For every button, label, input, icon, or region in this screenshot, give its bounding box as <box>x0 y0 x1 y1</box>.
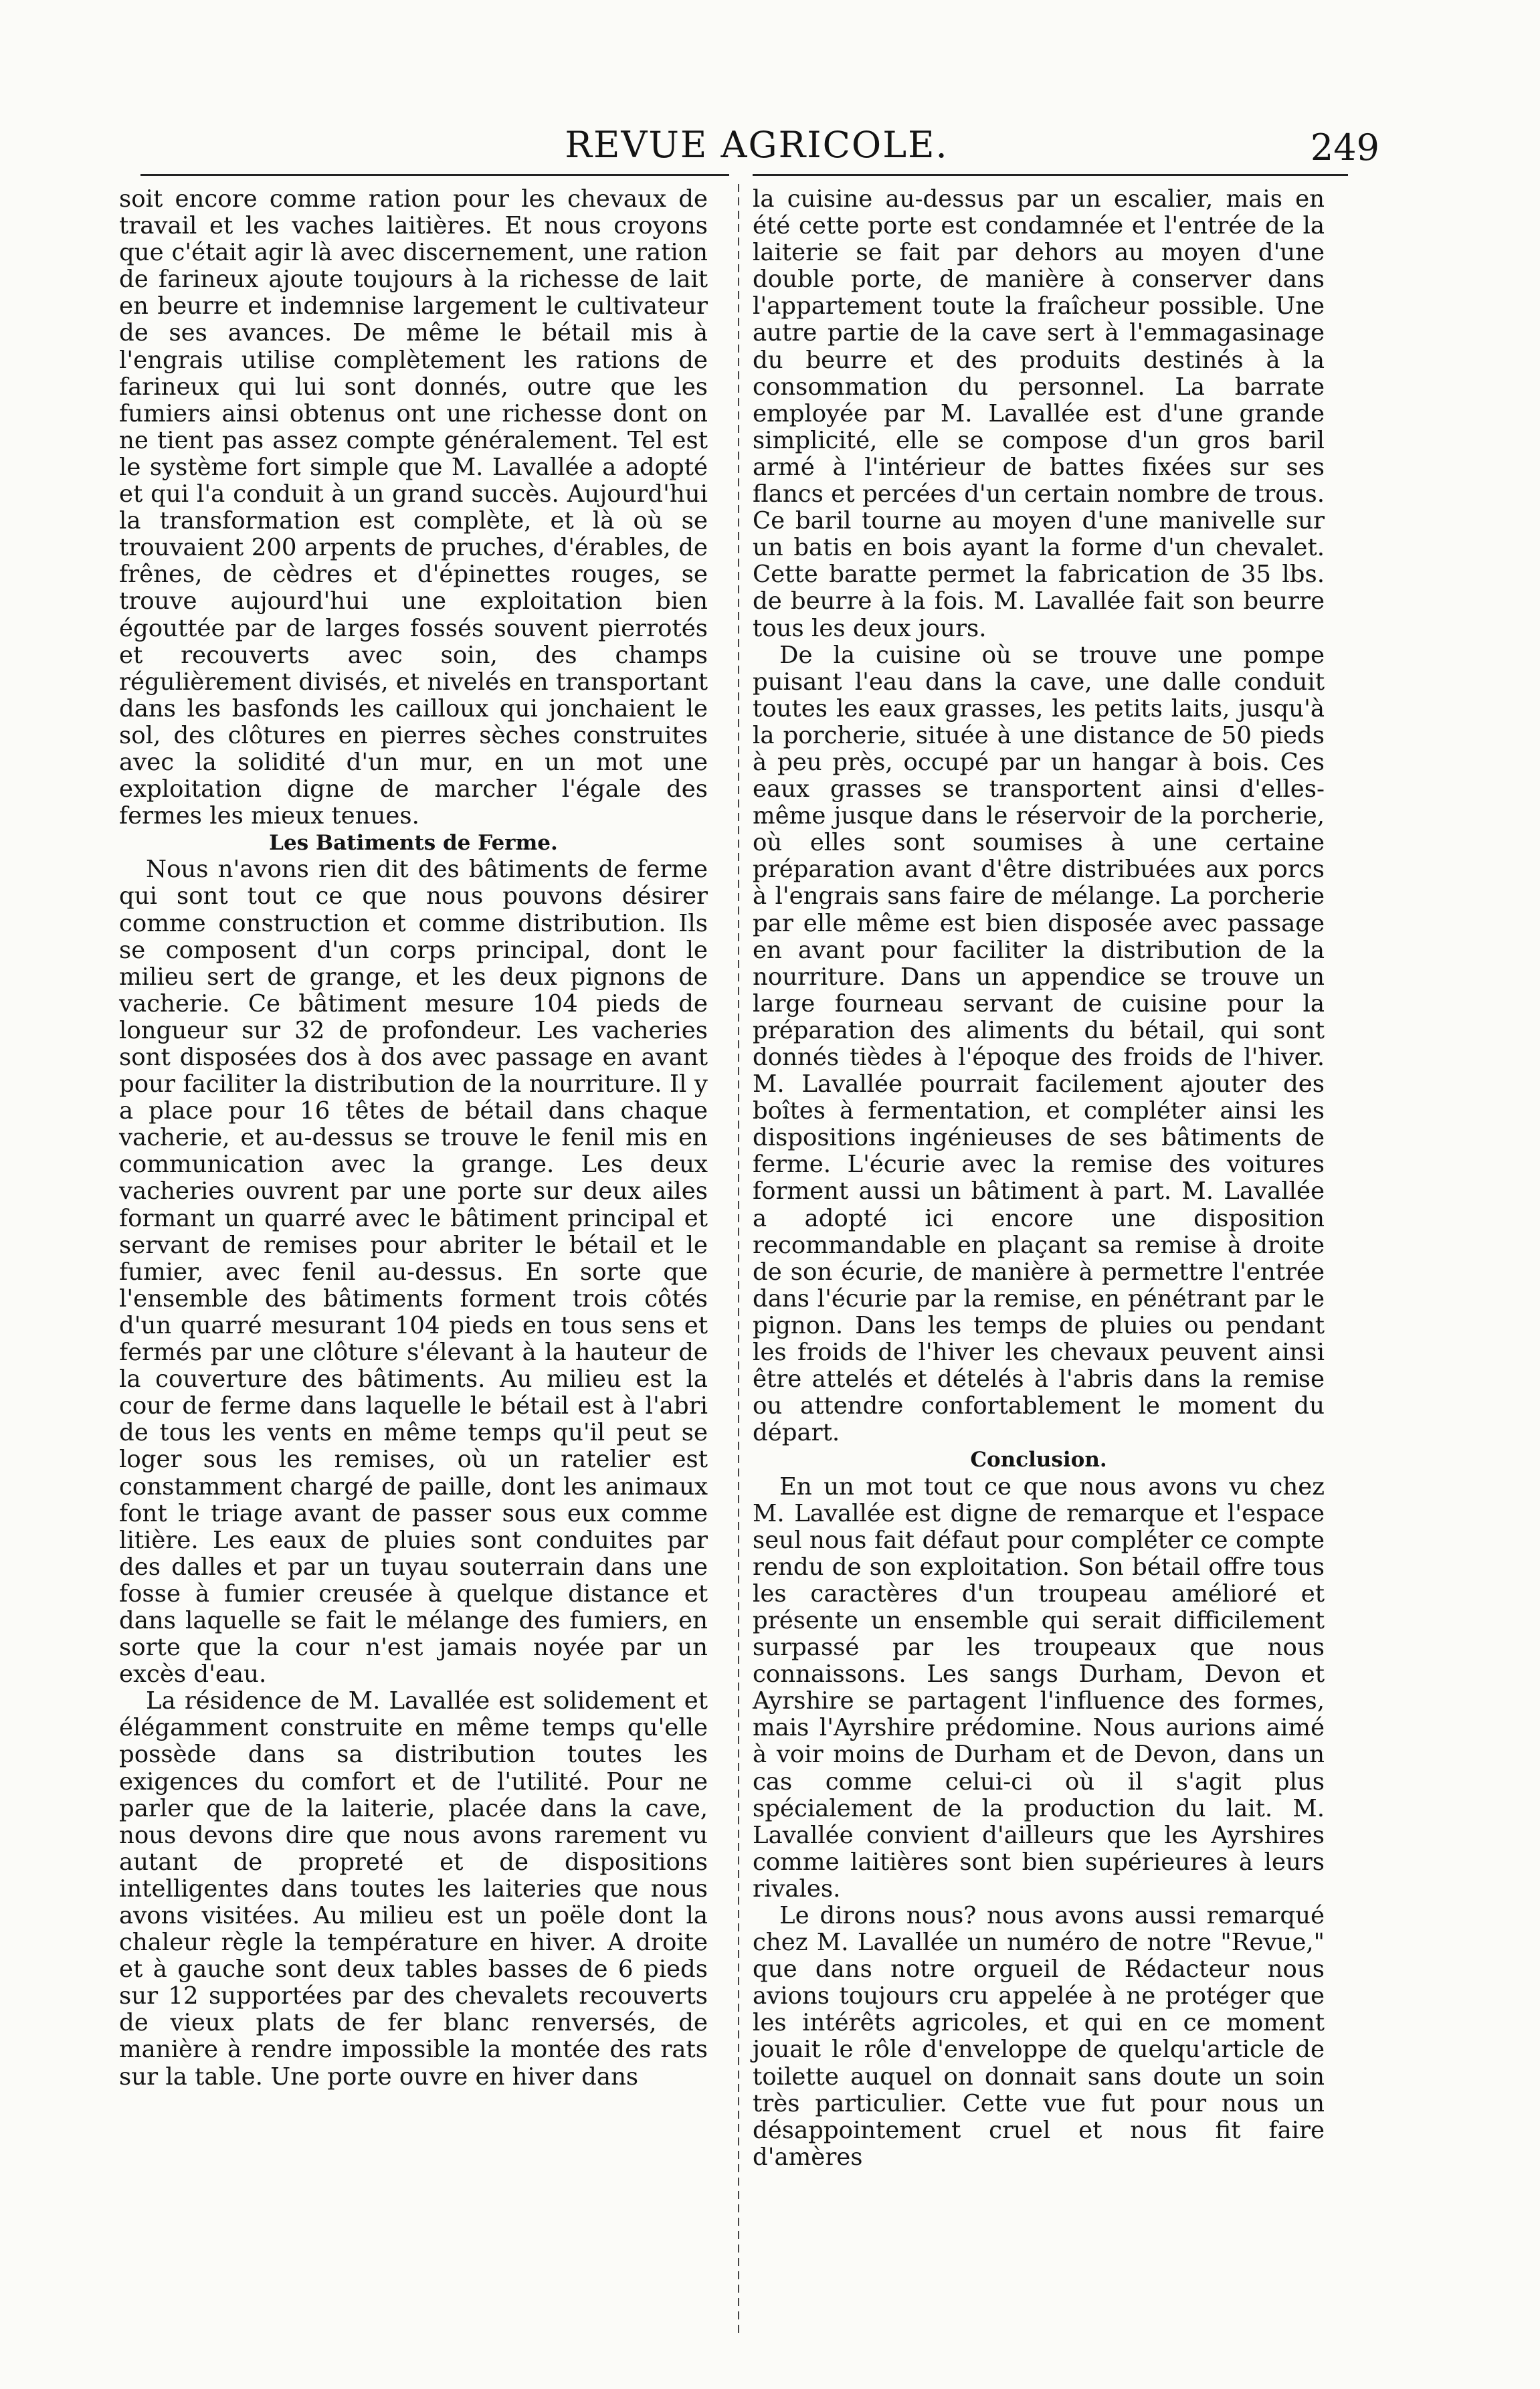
page-header-title: REVUE AGRICOLE. <box>565 124 949 166</box>
right-column <box>753 186 1325 2171</box>
right-paragraph-3: En un mot tout ce que nous avons vu chez M. Lavallée est digne de remarque et l'espace seul nous fait défaut pour compléter ce compte rendu de son exploitation. Son bétail offre tous les caractères d'un troupeau amélioré et présente un ensemble qui serait difficilement surpassé par les troupeaux que nous connaissons. Les sangs Durham, Devon et Ayrshire se partagent l'influence des formes, mais l'Ayrshire prédomine. Nous aurions aimé à voir moins de Durham et de Devon, dans un cas comme celui-ci où il s'agit plus spécialement de la production du lait. M. Lavallée convient d'ailleurs que les Ayrshires comme laitières sont bien supérieures à leurs rivales. <box>753 1472 1325 1903</box>
section-heading-conclusion: Conclusion. <box>970 1448 1107 1472</box>
running-head <box>134 124 1379 171</box>
page-number: 249 <box>1310 126 1379 169</box>
left-paragraph-1: soit encore comme ration pour les chevaux de travail et les vaches laitières. Et nous croyons que c'était agir là avec discernement, une ration de farineux ajoute toujours à la richesse de lait en beurre et indemnise largement le cultivateur de ses avances. De même le bétail mis à l'engrais utilise complètement les rations de farineux qui lui sont donnés, outre que les fumiers ainsi obtenus ont une richesse dont on ne tient pas assez compte généralement. Tel est le système fort simple que M. Lavallée a adopté et qui l'a conduit à un grand succès. Aujourd'hui la transformation est complète, et là où se trouvaient 200 arpents de pruches, d'érables, de frênes, de cèdres et d'épinettes rouges, se trouve aujourd'hui une exploitation bien égouttée par de larges fossés souvent pierrotés et recouverts avec soin, des champs régulièrement divisés, et nivelés en transportant dans les basfonds les cailloux qui jonchaient le sol, des clôtures en pierres sèches construites avec la solidité d'un mur, en un mot une exploitation digne de marcher l'égale des fermes les mieux tenues. <box>119 185 708 830</box>
left-paragraph-3: La résidence de M. Lavallée est solidement et élégamment construite en même temps qu'elle possède dans sa distribution toutes les exigences du comfort et de l'utilité. Pour ne parler que de la laiterie, placée dans la cave, nous devons dire que nous avons rarement vu autant de propreté et de dispositions intelligentes dans toutes les laiteries que nous avons visitées. Au milieu est un poële dont la chaleur règle la température en hiver. A droite et à gauche sont deux tables basses de 6 pieds sur 12 supportées par des chevalets recouverts de vieux plats de fer blanc renversés, de manière à rendre impossible la montée des rats sur la table. Une porte ouvre en hiver dans <box>119 1687 708 2091</box>
right-paragraph-4: Le dirons nous? nous avons aussi remarqué chez M. Lavallée un numéro de notre "Revue," que dans notre orgueil de Rédacteur nous avions toujours cru appelée à ne protéger que les intérêts agricoles, et qui en ce moment jouait le rôle d'enveloppe de quelqu'article de toilette auquel on donnait sans doute un soin très particulier. Cette vue fut pour nous un désappointement cruel et nous fit faire d'amères <box>753 1902 1325 2171</box>
header-rule-right <box>753 174 1348 176</box>
section-heading-batiments: Les Batiments de Ferme. <box>269 831 558 856</box>
right-paragraph-2: De la cuisine où se trouve une pompe puisant l'eau dans la cave, une dalle conduit toutes les eaux grasses, les petits laits, jusqu'à la porcherie, située à une distance de 50 pieds à peu près, occupé par un hangar à bois. Ces eaux grasses se transportent ainsi d'elles-même jusque dans le réservoir de la porcherie, où elles sont soumises à une certaine préparation avant d'être distribuées aux porcs à l'engrais sans faire de mélange. La porcherie par elle même est bien disposée avec passage en avant pour faciliter la distribution de la nourriture. Dans un appendice se trouve un large fourneau servant de cuisine pour la préparation des aliments du bétail, qui sont donnés tièdes à l'époque des froids de l'hiver. M. Lavallée pourrait facilement ajouter des boîtes à fermentation, et compléter ainsi les dispositions ingénieuses de ses bâtiments de ferme. L'écurie avec la remise des voitures forment aussi un bâtiment à part. M. Lavallée a adopté ici encore une disposition recommandable en plaçant sa remise à droite de son écurie, de manière à permettre l'entrée dans l'écurie par la remise, en pénétrant par le pignon. Dans les temps de pluies ou pendant les froids de l'hiver les chevaux peuvent ainsi être attelés et dételés à l'abris dans la remise ou attendre confortablement le moment du départ. <box>753 641 1325 1447</box>
header-rule-left <box>140 174 729 176</box>
column-divider <box>738 184 739 2338</box>
left-paragraph-2: Nous n'avons rien dit des bâtiments de ferme qui sont tout ce que nous pouvons désirer comme construction et comme distribution. Ils se composent d'un corps principal, dont le milieu sert de grange, et les deux pignons de vacherie. Ce bâtiment mesure 104 pieds de longueur sur 32 de profondeur. Les vacheries sont disposées dos à dos avec passage en avant pour faciliter la distribution de la nourriture. Il y a place pour 16 têtes de bétail dans chaque vacherie, et au-dessus se trouve le fenil mis en communication avec la grange. Les deux vacheries ouvrent par une porte sur deux ailes formant un quarré avec le bâtiment principal et servant de remises pour abriter le bétail et le fumier, avec fenil au-dessus. En sorte que l'ensemble des bâtiments forment trois côtés d'un quarré mesurant 104 pieds en tous sens et fermés par une clôture s'élevant à la hauteur de la couverture des bâtiments. Au milieu est la cour de ferme dans laquelle le bétail est à l'abri de tous les vents en même temps qu'il peut se loger sous les remises, où un ratelier est constamment chargé de paille, dont les animaux font le triage avant de passer sous eux comme litière. Les eaux de pluies sont conduites par des dalles et par un tuyau souterrain dans une fosse à fumier creusée à quelque distance et dans laquelle se fait le mélange des fumiers, en sorte que la cour n'est jamais noyée par un excès d'eau. <box>119 856 708 1689</box>
left-column <box>119 186 708 2091</box>
right-paragraph-1: la cuisine au-dessus par un escalier, mais en été cette porte est condamnée et l'entrée de la laiterie se fait par dehors au moyen d'une double porte, de manière à conserver dans l'appartement toute la fraîcheur possible. Une autre partie de la cave sert à l'emmagasinage du beurre et des produits destinés à la consommation du personnel. La barrate employée par M. Lavallée est d'une grande simplicité, elle se compose d'un gros baril armé à l'intérieur de battes fixées sur ses flancs et percées d'un certain nombre de trous. Ce baril tourne au moyen d'une manivelle sur un batis en bois ayant la forme d'un chevalet. Cette baratte permet la fabrication de 35 lbs. de beurre à la fois. M. Lavallée fait son beurre tous les deux jours. <box>753 185 1325 642</box>
